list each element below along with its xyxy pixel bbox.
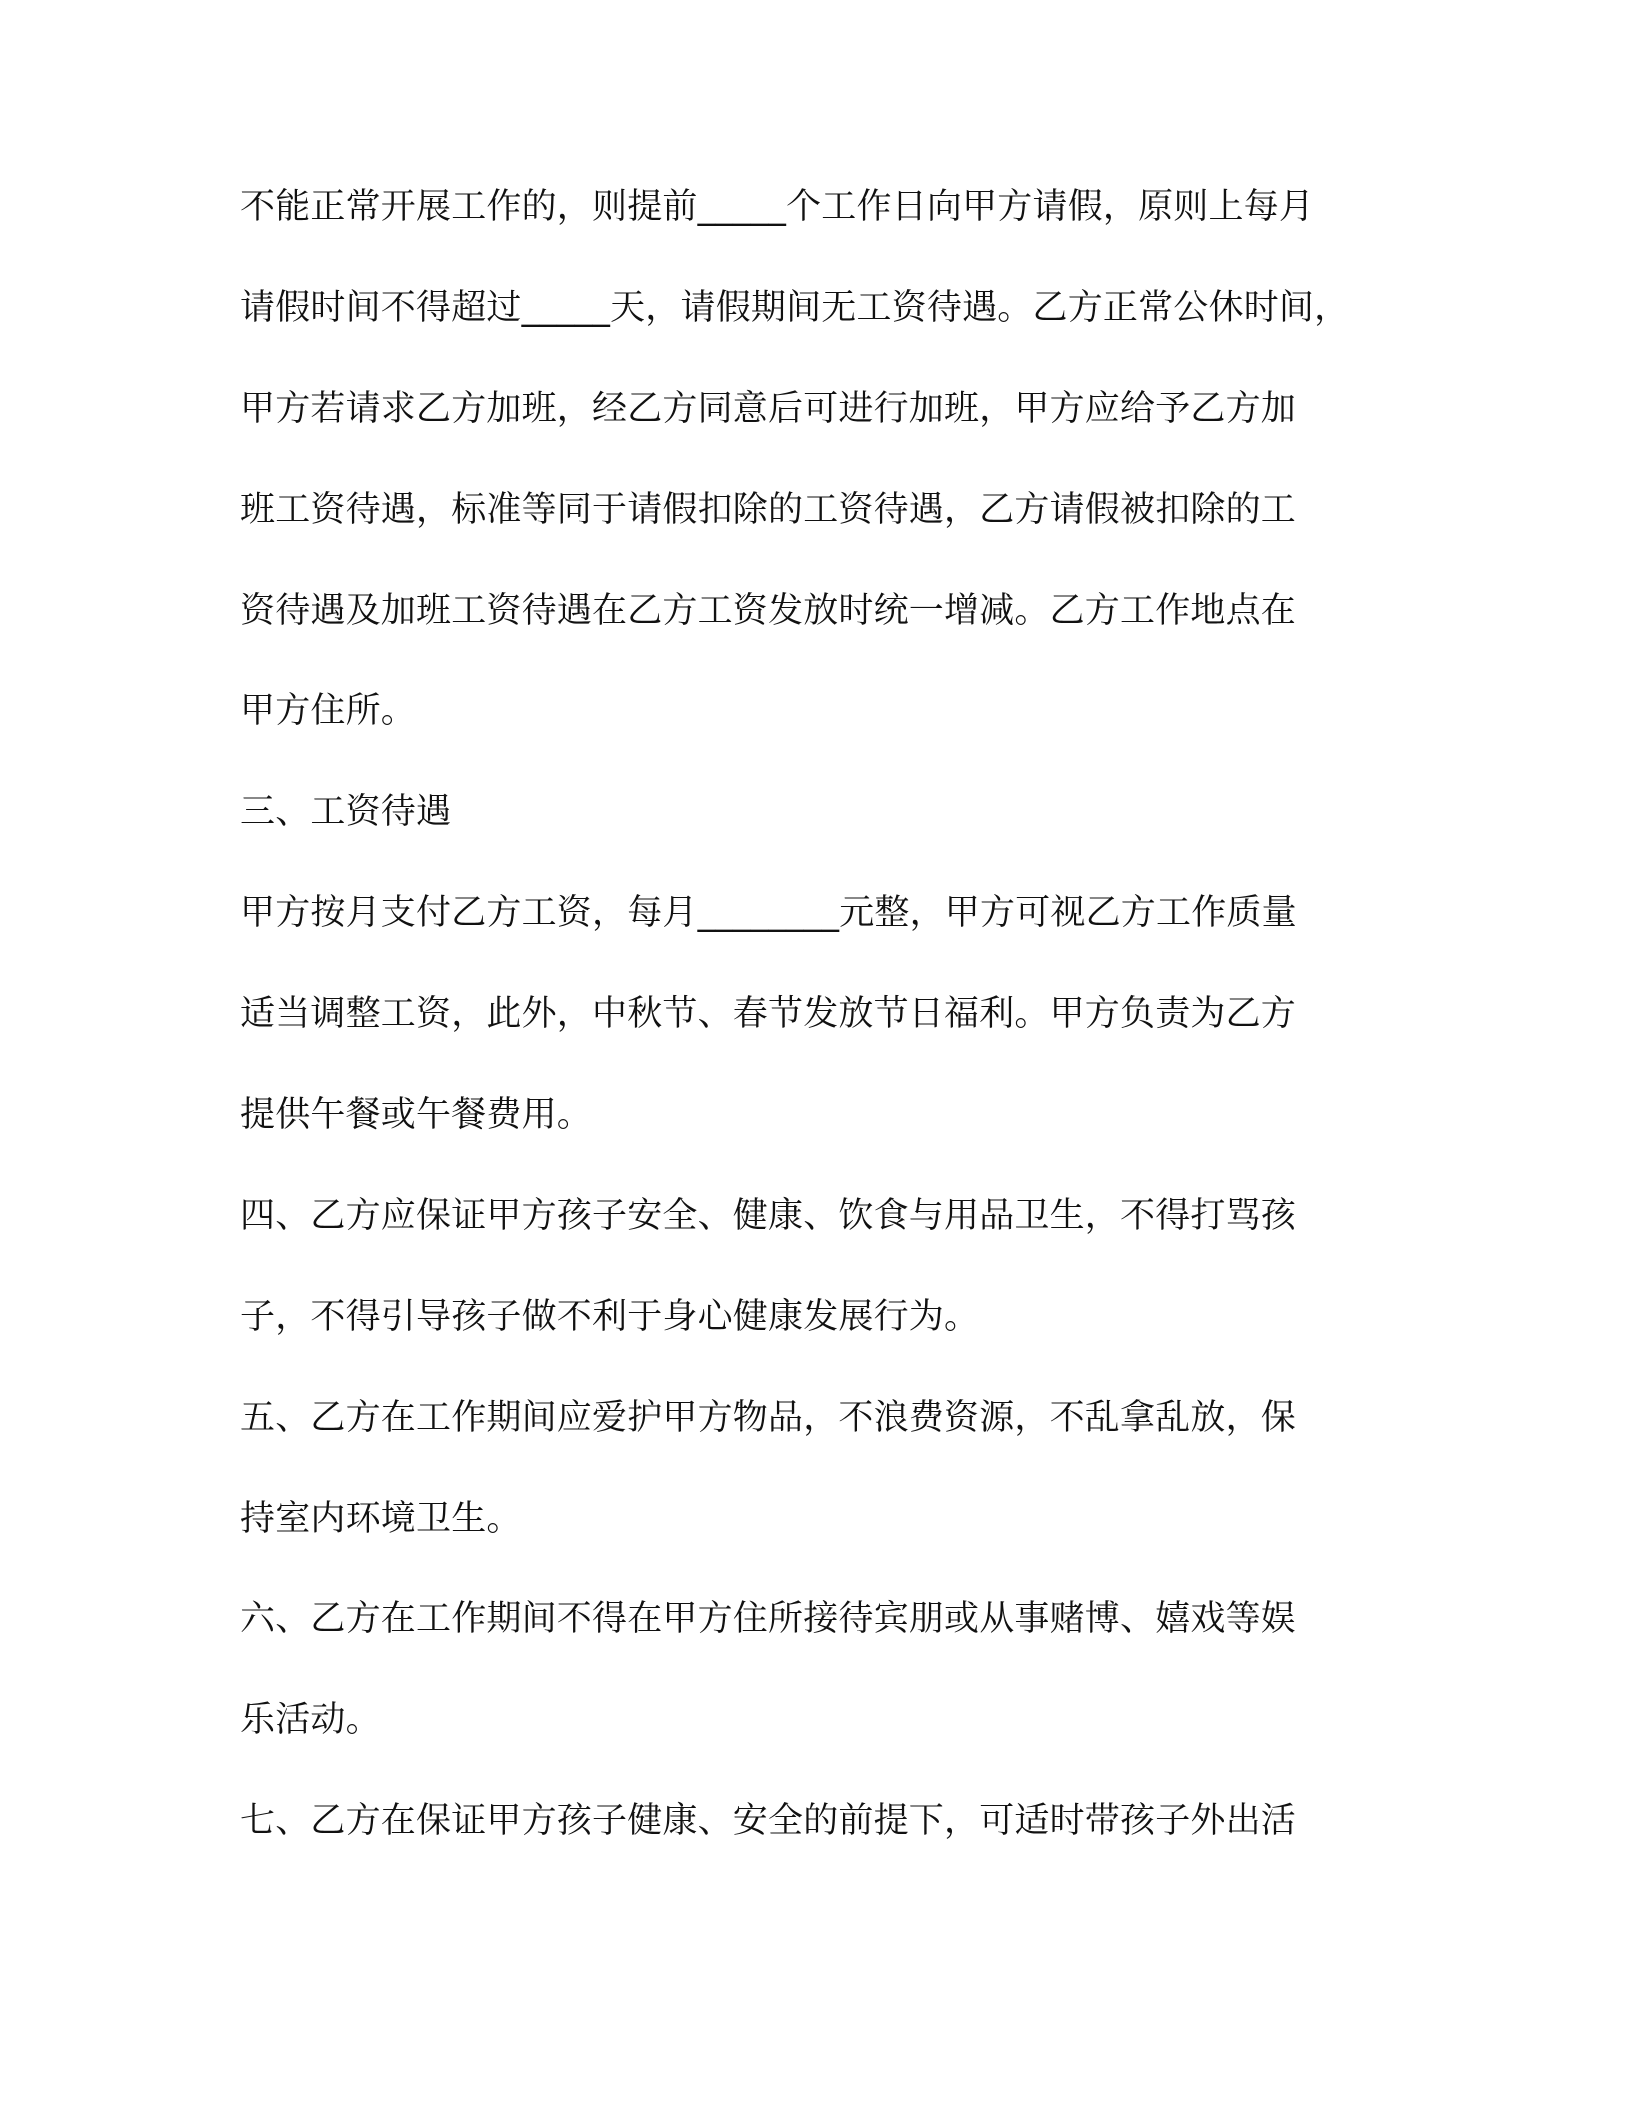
text-line: 资待遇及加班工资待遇在乙方工资发放时统一增减。乙方工作地点在 [240,590,1297,631]
text-line: 甲方按月支付乙方工资，每月________元整，甲方可视乙方工作质量 [240,893,1297,934]
text-line: 六、乙方在工作期间不得在甲方住所接待宾朋或从事赌博、嬉戏等娱 [240,1599,1297,1640]
text-line: 甲方若请求乙方加班，经乙方同意后可进行加班，甲方应给予乙方加 [240,388,1297,429]
text-line: 乐活动。 [240,1700,381,1741]
text-line: 提供午餐或午餐费用。 [240,1095,593,1136]
section-heading: 三、工资待遇 [240,792,452,833]
text-line: 班工资待遇，标准等同于请假扣除的工资待遇，乙方请假被扣除的工 [240,489,1297,530]
text-line: 七、乙方在保证甲方孩子健康、安全的前提下，可适时带孩子外出活 [240,1801,1297,1842]
text-line: 持室内环境卫生。 [240,1498,522,1539]
text-line: 五、乙方在工作期间应爱护甲方物品，不浪费资源，不乱拿乱放，保 [240,1397,1297,1438]
text-line: 不能正常开展工作的，则提前_____个工作日向甲方请假，原则上每月 [240,187,1315,227]
text-line: 四、乙方应保证甲方孩子安全、健康、饮食与用品卫生，不得打骂孩 [240,1195,1297,1236]
text-line: 甲方住所。 [240,691,417,732]
text-line: 适当调整工资，此外，中秋节、春节发放节日福利。甲方负责为乙方 [240,994,1297,1035]
document-body [240,177,1420,1892]
text-line: 子，不得引导孩子做不利于身心健康发展行为。 [240,1296,980,1337]
text-line: 请假时间不得超过_____天，请假期间无工资待遇。乙方正常公休时间， [240,287,1350,328]
